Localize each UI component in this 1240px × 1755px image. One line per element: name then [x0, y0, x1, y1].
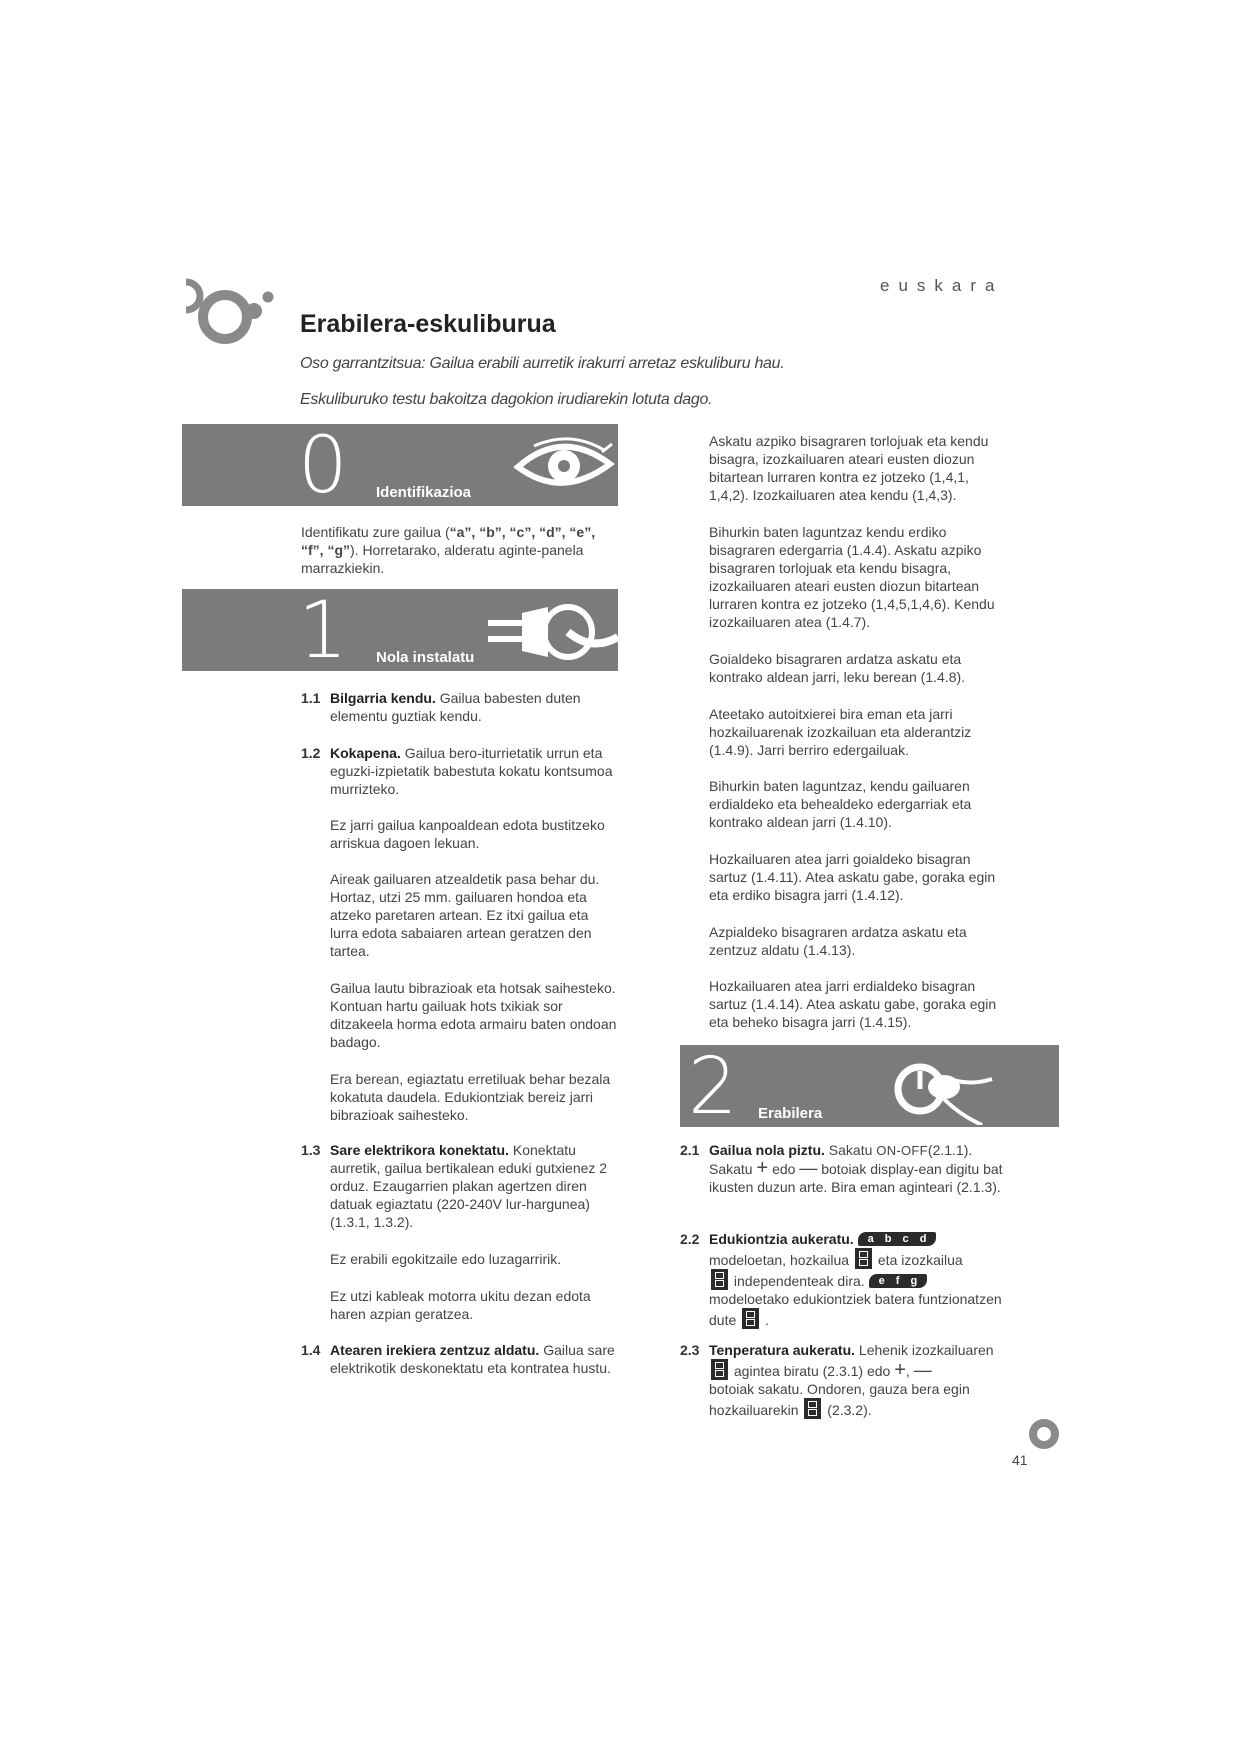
item-number: 2.1 [680, 1142, 700, 1158]
section-0-banner [182, 424, 618, 506]
item-heading: Sare elektrikora konektatu. [330, 1142, 509, 1158]
intro-note: Eskuliburuko testu bakoitza dagokion irudiarekin lotuta dago. [300, 391, 713, 408]
intro-warning: Oso garrantzitsua: Gailua erabili aurretik irakurri arretaz eskuliburu hau. [300, 355, 785, 372]
minus-icon: — [913, 1360, 932, 1380]
plug-icon [482, 597, 618, 667]
paragraph: Ez utzi kableak motorra ukitu dezan edota haren azpian geratzea. [330, 1288, 591, 1322]
paragraph: Azpialdeko bisagraren ardatza askatu eta zentzuz aldatu (1.4.13). [709, 924, 967, 958]
freezer-icon [711, 1359, 728, 1380]
fridge-icon [855, 1248, 872, 1269]
on-off-label: ON-OFF [876, 1143, 928, 1158]
combined-compartment-icon [742, 1308, 759, 1329]
paragraph: Goialdeko bisagraren ardatza askatu eta kontrako aldean jarri, leku berean (1.4.8). [709, 651, 966, 685]
page-title: Erabilera-eskuliburua [300, 310, 556, 338]
paragraph: Ez erabili egokitzaile edo luzagarririk. [330, 1251, 562, 1267]
freezer-icon [711, 1269, 728, 1290]
minus-icon: — [799, 1158, 818, 1178]
section-number: 0 [298, 424, 348, 506]
paragraph: Hozkailuaren atea jarri goialdeko bisagran sartuz (1.4.11). Atea askatu gabe, goraka egin eta erdiko bisagra jarri (1.4.12). [709, 851, 996, 903]
plus-icon: + [756, 1157, 769, 1179]
item-heading: Tenperatura aukeratu. [709, 1342, 856, 1358]
item-heading: Bilgarria kendu. [330, 690, 436, 706]
item-heading: Edukiontzia aukeratu. [709, 1231, 854, 1247]
paragraph: Aireak gailuaren atzealdetik pasa behar du. Hortaz, utzi 25 mm. gailuaren hondoa eta atzeko paretaren artean. Ez itxi gailua eta lurra edota sabaiaren artean geratzen den tartea. [330, 871, 600, 959]
item-number: 1.2 [301, 745, 321, 761]
eye-icon [512, 434, 616, 496]
paragraph: Era berean, egiaztatu erretiluak behar bezala kokatuta daudela. Edukiontziak bereiz jarri bibrazioak saihesteko. [330, 1071, 611, 1123]
item-number: 1.1 [301, 690, 321, 706]
section-1-1: 1.1 Bilgarria kendu. Gailua babesten duten elementu guztiak kendu. [301, 690, 581, 724]
section-number: 2 [688, 1045, 738, 1127]
section-label: Nola instalatu [376, 649, 475, 666]
paragraph: Ez jarri gailua kanpoaldean edota bustitzeko arriskua dagoen lekuan. [330, 817, 605, 851]
paragraph: Bihurkin baten laguntzaz, kendu gailuaren erdialdeko eta behealdeko edergarriak eta kontrako aldean jarri (1.4.10). [709, 778, 972, 830]
item-number: 2.3 [680, 1342, 700, 1358]
plus-icon: + [894, 1359, 906, 1381]
paragraph: Hozkailuaren atea jarri erdialdeko bisagran sartuz (1.4.14). Atea askatu gabe, goraka egin eta beheko bisagra jarri (1.4.15). [709, 978, 997, 1030]
paragraph: Gailua lautu bibrazioak eta hotsak saihesteko. Kontuan hartu gailuak hots txikiak sor ditzakeela horma edota armairu baten ondoan badago. [330, 980, 617, 1050]
paragraph: Askatu azpiko bisagraren torlojuak eta kendu bisagra, izozkailuaren ateari eusten diozun bitartean lurraren kontra ez jotzeko (1,4,1, 1,4,2). Izozkailuaren atea kendu (1,4,3). [709, 433, 989, 503]
brand-logo-icon [178, 276, 278, 352]
item-heading: Atearen irekiera zentzuz aldatu. [330, 1342, 540, 1358]
section-2-2: 2.2 Edukiontzia aukeratu. a b c d modeloetan, hozkailua eta izozkailua independenteak dira. e f g modeloetako edukiontziek batera funtzionatzen dute . [680, 1231, 1002, 1328]
model-badge-efg: e f g [869, 1274, 928, 1288]
page-marker-icon [1028, 1418, 1060, 1450]
model-letters-2: “f”, “g” [301, 542, 350, 558]
model-badge-abcd: a b c d [858, 1232, 937, 1246]
item-number: 2.2 [680, 1231, 700, 1247]
section-2-banner [680, 1045, 1059, 1127]
item-number: 1.3 [301, 1142, 321, 1158]
power-button-finger-icon [886, 1053, 996, 1125]
fridge-icon [804, 1398, 821, 1419]
identify-text: Identifikatu zure gailua (“a”, “b”, “c”, “d”, “e”, “f”, “g”). Horretarako, alderatu aginte-panela marrazkiekin. [301, 524, 596, 576]
model-letters: “a”, “b”, “c”, “d”, “e”, [449, 524, 596, 540]
section-2-3: 2.3 Tenperatura aukeratu. Lehenik izozkailuaren agintea biratu (2.3.1) edo +, — botoiak sakatu. Ondoren, gauza bera egin hozkailuarekin (2.3.2). [680, 1342, 994, 1418]
item-heading: Gailua nola piztu. [709, 1142, 825, 1158]
section-label: Erabilera [758, 1105, 823, 1122]
paragraph: Bihurkin baten laguntzaz kendu erdiko bisagraren edergarria (1.4.4). Askatu azpiko bisagraren torlojuak eta kendu bisagra, izozkailuaren ateari eusten diozun bitartean lurraren kontra ez jotzeko (1,4,5,1,4,6). Kendu izozkailuaren atea (1.4.7). [709, 524, 995, 630]
section-number: 1 [298, 589, 348, 671]
page-number: 41 [1012, 1452, 1028, 1468]
section-2-1: 2.1 Gailua nola piztu. Sakatu ON-OFF(2.1.1). Sakatu + edo — botoiak display-ean digitu bat ikusten duzun arte. Bira eman aginteari (2.1.3). [680, 1142, 1003, 1195]
section-1-banner [182, 589, 618, 671]
section-1-4: 1.4 Atearen irekiera zentzuz aldatu. Gailua sare elektrikotik deskonektatu eta kontratea hustu. [301, 1342, 615, 1376]
section-label: Identifikazioa [376, 484, 472, 501]
item-number: 1.4 [301, 1342, 321, 1358]
language-label: euskara [880, 276, 1004, 295]
section-1-3: 1.3 Sare elektrikora konektatu. Konektatu aurretik, gailua bertikalean eduki gutxienez 2 orduz. Ezaugarrien plakan agertzen diren datuak egiaztatu (220-240V lur-hargunea) (1.3.1, 1.3.2). [301, 1142, 608, 1230]
item-heading: Kokapena. [330, 745, 401, 761]
paragraph: Ateetako autoitxierei bira eman eta jarri hozkailuarenak izozkailuan eta alderantziz (1.4.9). Jarri berriro edergailuak. [709, 706, 972, 758]
section-1-2: 1.2 Kokapena. Gailua bero-iturrietatik urrun eta eguzki-izpietatik babestuta kokatu kontsumoa murrizteko. [301, 745, 613, 797]
